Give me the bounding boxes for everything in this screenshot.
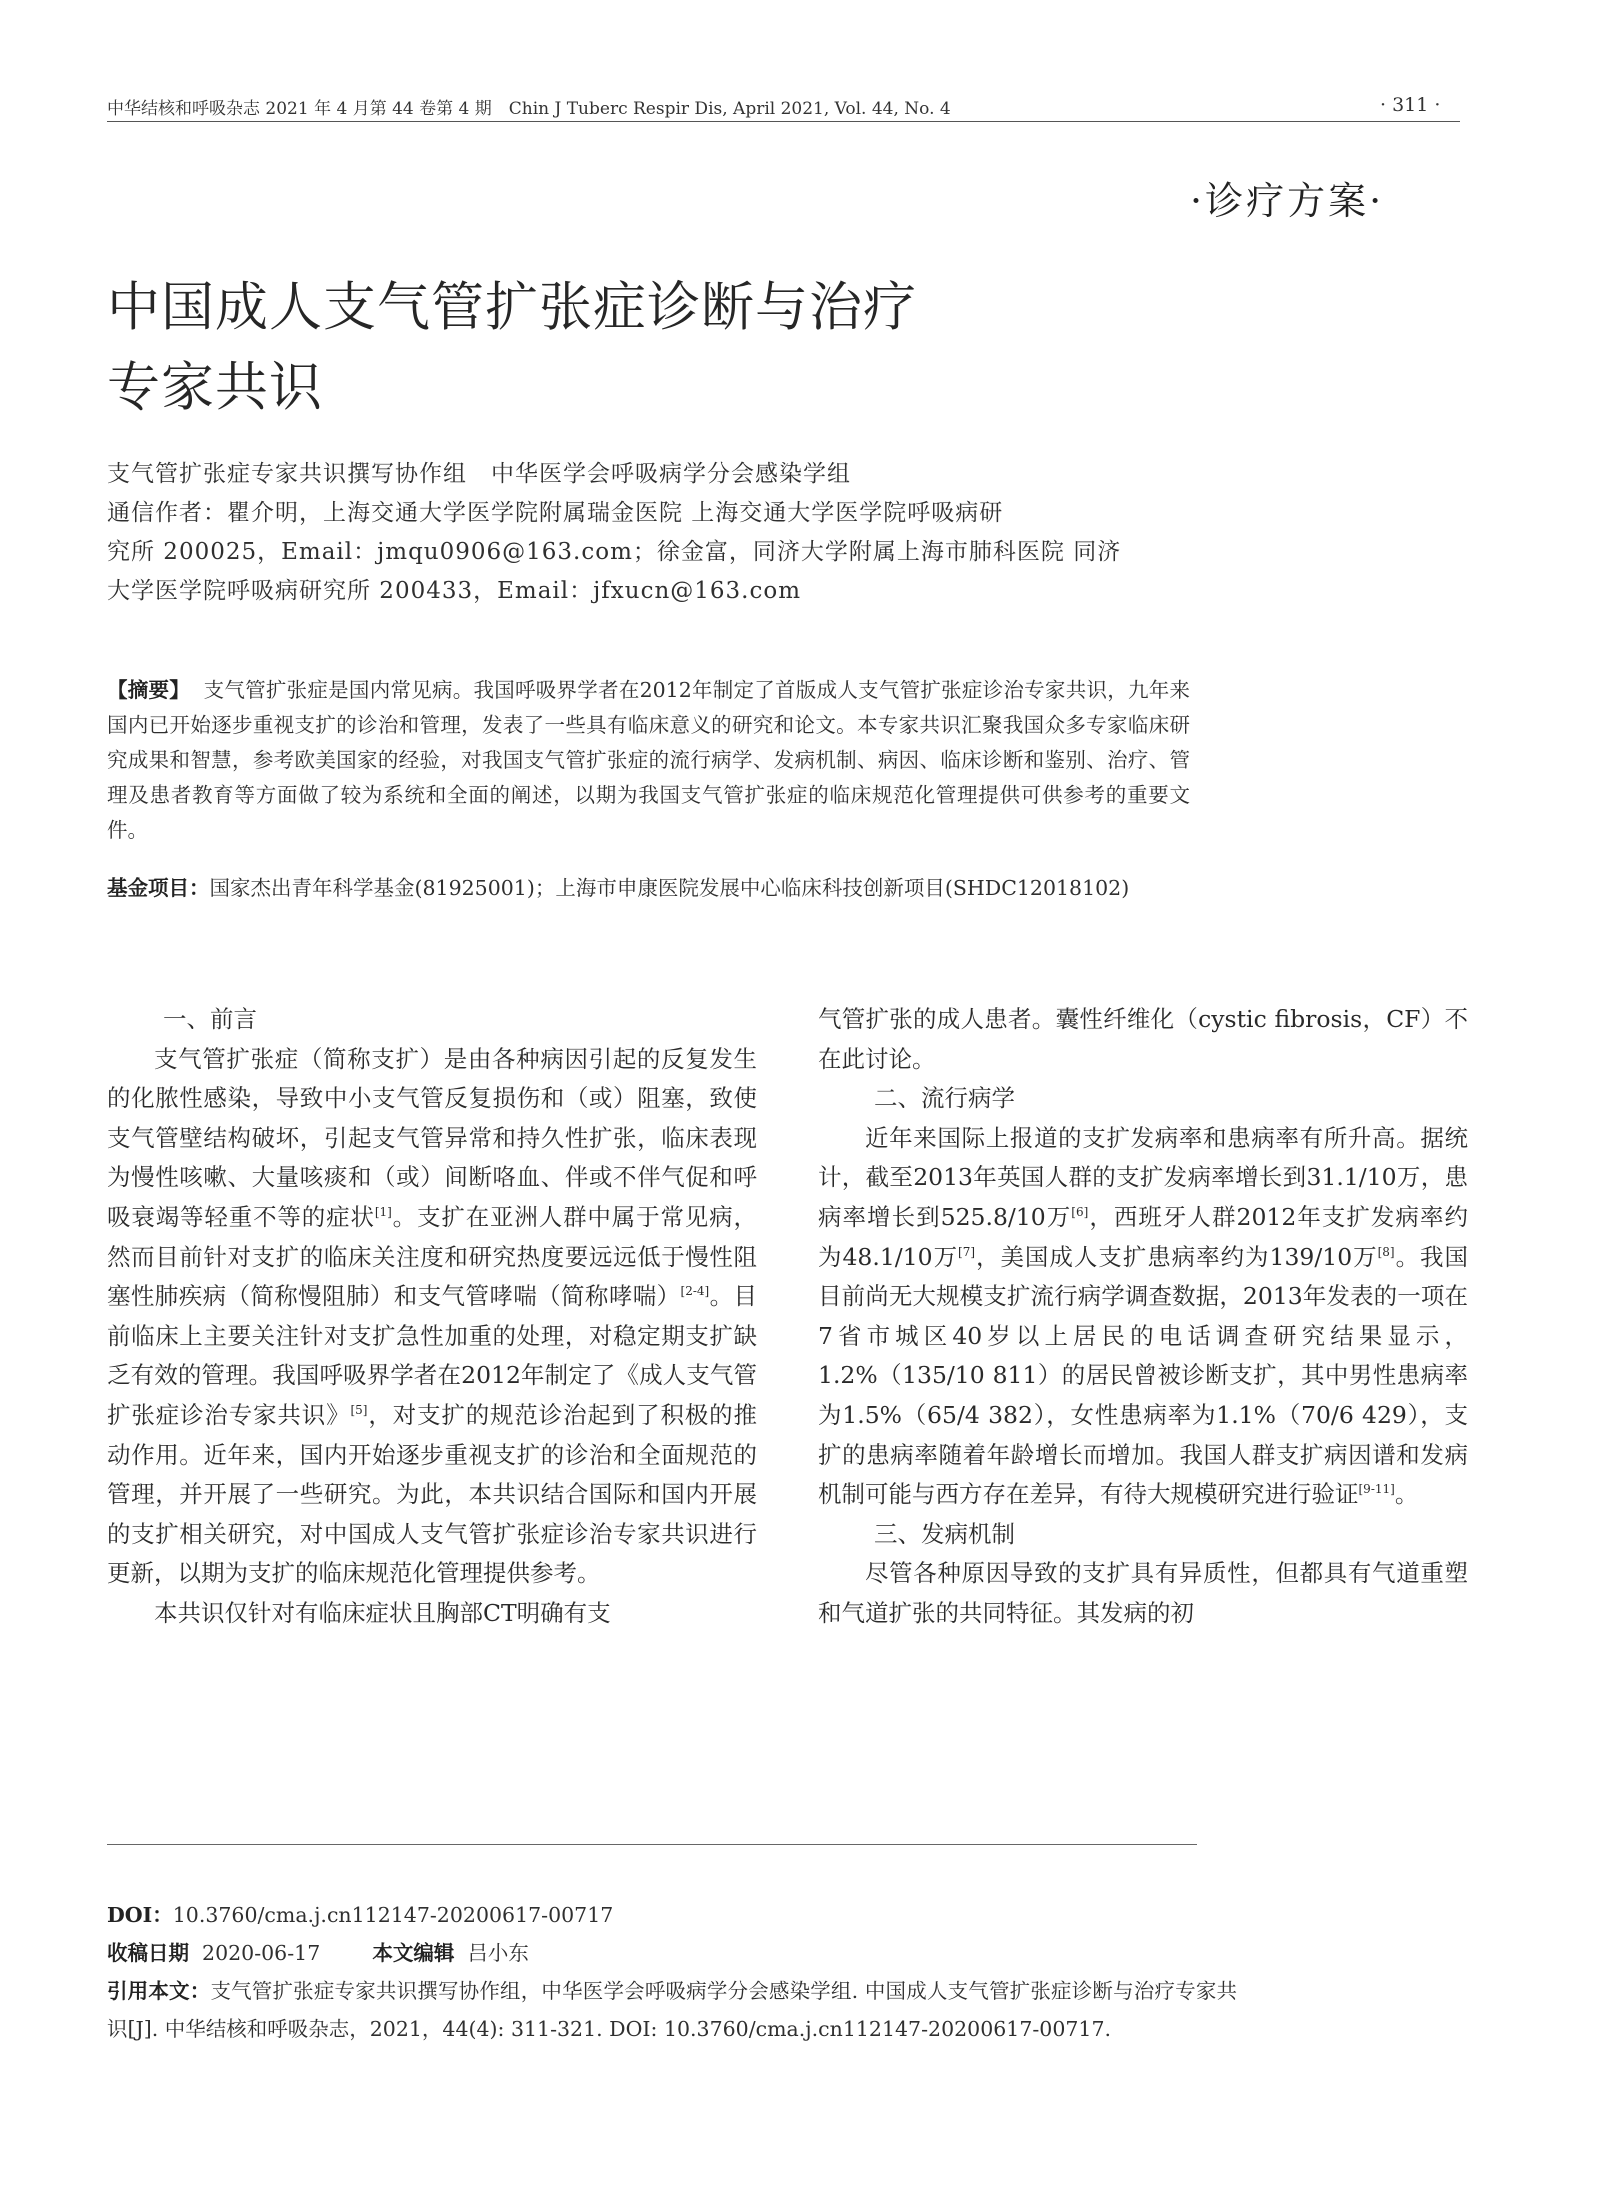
section-heading: 二、流行病学: [874, 1084, 1015, 1113]
paragraph: 本共识仅针对有临床症状且胸部CT明确有支: [154, 1598, 611, 1627]
section-tag: ·诊疗方案·: [1190, 179, 1385, 223]
editor-label: 本文编辑: [372, 1941, 455, 1965]
author-line: 支气管扩张症专家共识撰写协作组 中华医学会呼吸病学分会感染学组: [107, 461, 851, 487]
editor-name: 吕小东: [467, 1941, 529, 1965]
title-line: 中国成人支气管扩张症诊断与治疗: [107, 277, 917, 338]
citation-ref: [5]: [350, 1403, 368, 1418]
paragraph: 尽管各种原因导致的支扩具有异质性，但都具有气道重塑和气道扩张的共同特征。其发病的初: [818, 1559, 1468, 1627]
citation-line: [107, 1972, 1237, 2048]
cite-label: 引用本文：: [107, 1979, 211, 2003]
citation-ref: [6]: [1071, 1205, 1089, 1220]
paragraph: 支气管扩张症（简称支扩）是由各种病因引起的反复发生的化脓性感染，导致中小支气管反复损伤和（或）阻塞，致使支气管壁结构破坏，引起支气管异常和持久性扩张，临床表现为慢性咳嗽、大量咳痰和（或）间断咯血、伴或不伴气促和呼吸衰竭等轻重不等的症状[1]。支扩在亚洲人群中属于常见病，然而目前针对支扩的临床关注度和研究热度要远远低于慢性阻塞性肺疾病（简称慢阻肺）和支气管哮喘（简称哮喘）[2-4]。目前临床上主要关注针对支扩急性加重的处理，对稳定期支扩缺乏有效的管理。我国呼吸界学者在2012年制定了《成人支气管扩张症诊治专家共识》[5]，对支扩的规范诊治起到了积极的推动作用。近年来，国内开始逐步重视支扩的诊治和全面规范的管理，并开展了一些研究。为此，本共识结合国际和国内开展的支扩相关研究，对中国成人支气管扩张症诊治专家共识进行更新，以期为支扩的临床规范化管理提供参考。: [107, 1044, 758, 1588]
running-head: 中华结核和呼吸杂志 2021 年 4 月第 44 卷第 4 期 Chin J Tuberc Respir Dis, April 2021, Vol. 44, No. 4: [107, 99, 951, 119]
page-number: · 311 ·: [1380, 94, 1441, 116]
paragraph: 近年来国际上报道的支扩发病率和患病率有所升高。据统计，截至2013年英国人群的支扩发病率增长到31.1/10万，患病率增长到525.8/10万[6]，西班牙人群2012年支扩发病率约为48.1/10万[7]，美国成人支扩患病率约为139/10万[8]。我国目前尚无大规模支扩流行病学调查数据，2013年发表的一项在7省市城区40岁以上居民的电话调查研究结果显示，1.2%（135/10 811）的居民曾被诊断支扩，其中男性患病率为1.5%（65/4 382），女性患病率为1.1%（70/6 429），支扩的患病率随着年龄增长而增加。我国人群支扩病因谱和发病机制可能与西方存在差异，有待大规模研究进行验证[9-11]。: [818, 1123, 1468, 1509]
body-column-left: [107, 1000, 757, 1634]
author-line: 大学医学院呼吸病研究所 200433，Email：jfxucn@163.com: [107, 578, 802, 604]
abstract: [107, 673, 1190, 848]
citation-ref: [9-11]: [1358, 1482, 1395, 1497]
article-title: [107, 268, 917, 428]
title-line: 专家共识: [107, 357, 323, 418]
body-column-right: [818, 1000, 1468, 1634]
received-date: 2020-06-17: [202, 1941, 321, 1965]
citation-ref: [2-4]: [680, 1284, 710, 1299]
doi-label: DOI：: [107, 1903, 173, 1927]
abstract-label: 【摘要】: [107, 678, 191, 702]
funding: [107, 871, 1190, 906]
received-label: 收稿日期: [107, 1941, 189, 1965]
author-line: 究所 200025，Email：jmqu0906@163.com；徐金富，同济大学附属上海市肺科医院 同济: [107, 539, 1122, 565]
funding-label: 基金项目：: [107, 876, 210, 900]
paragraph: 气管扩张的成人患者。囊性纤维化（cystic fibrosis，CF）不在此讨论。: [818, 1005, 1468, 1073]
article-footer: [107, 1896, 1237, 2048]
citation-ref: [7]: [958, 1244, 976, 1259]
author-line: 通信作者：瞿介明，上海交通大学医学院附属瑞金医院 上海交通大学医学院呼吸病研: [107, 500, 1004, 526]
citation-ref: [8]: [1377, 1244, 1395, 1259]
funding-text: 国家杰出青年科学基金(81925001)；上海市申康医院发展中心临床科技创新项目(SHDC12018102): [209, 876, 1130, 900]
doi-value: 10.3760/cma.j.cn112147-20200617-00717: [172, 1903, 614, 1927]
received-line: [107, 1934, 1237, 1972]
section-heading: 一、前言: [163, 1005, 257, 1033]
doi-line: [107, 1896, 1237, 1934]
section-heading: 三、发病机制: [874, 1519, 1015, 1548]
citation-ref: [1]: [374, 1205, 392, 1220]
footer-divider: [107, 1844, 1197, 1845]
abstract-text: 支气管扩张症是国内常见病。我国呼吸界学者在2012年制定了首版成人支气管扩张症诊治专家共识，九年来国内已开始逐步重视支扩的诊治和管理，发表了一些具有临床意义的研究和论文。本专家共识汇聚我国众多专家临床研究成果和智慧，参考欧美国家的经验，对我国支气管扩张症的流行病学、发病机制、病因、临床诊断和鉴别、治疗、管理及患者教育等方面做了较为系统和全面的阐述，以期为我国支气管扩张症的临床规范化管理提供可供参考的重要文件。: [107, 678, 1190, 842]
header-divider: [107, 121, 1460, 122]
author-block: [107, 455, 1197, 611]
cite-text: 支气管扩张症专家共识撰写协作组，中华医学会呼吸病学分会感染学组. 中国成人支气管扩张症诊断与治疗专家共识[J]. 中华结核和呼吸杂志，2021，44(4): 311-321. DOI: 10.3760/cma.j.cn112147-20200617-00717.: [107, 1979, 1238, 2041]
